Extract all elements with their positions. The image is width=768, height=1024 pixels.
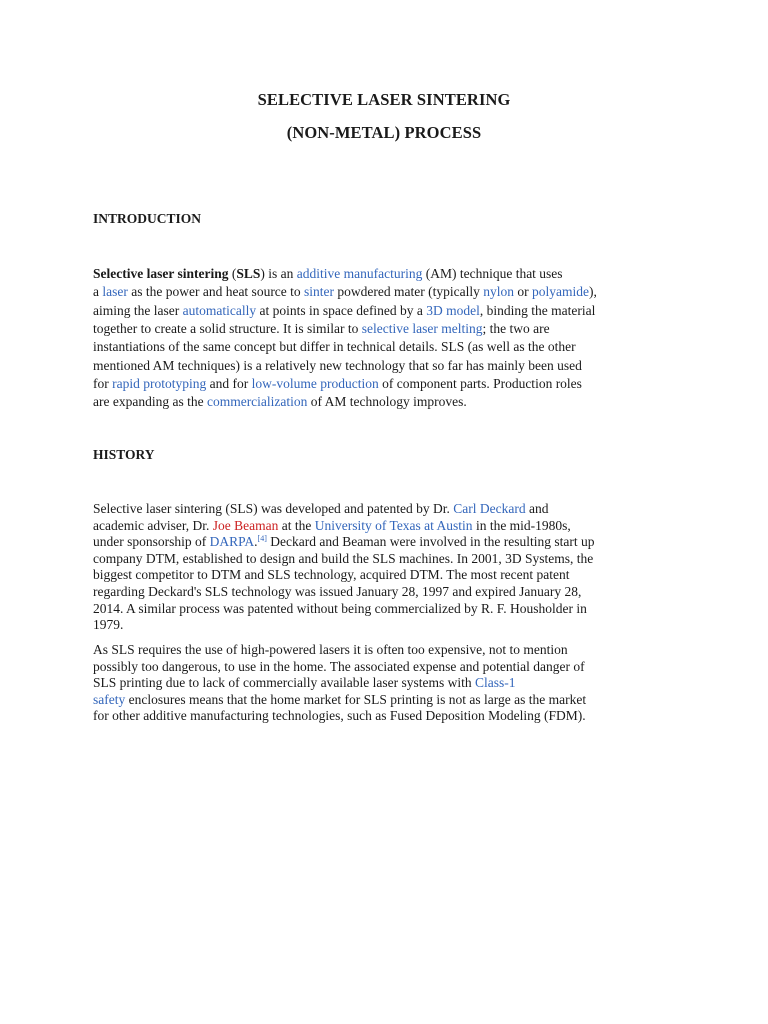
text-run: . — [254, 534, 258, 550]
text-run: at the — [278, 517, 315, 533]
text-run: powdered mater (typically — [334, 284, 484, 300]
text-run: under sponsorship of — [93, 534, 210, 550]
text-run: of AM technology improves. — [307, 394, 467, 410]
text-run: regarding Deckard's SLS technology was issued January 28, 1997 and expired January 28, — [93, 584, 582, 599]
text-run: in the mid-1980s, — [472, 517, 571, 533]
intro-line-7 — [93, 375, 582, 392]
history-heading: HISTORY — [93, 447, 155, 462]
history-p1-line-7 — [93, 600, 587, 617]
text-run: (AM) technique that uses — [422, 266, 563, 281]
text-run: and for — [206, 375, 252, 391]
text-run: for other additive manufacturing technologies, such as Fused Deposition Modeling (FDM). — [93, 708, 586, 724]
text-run: 2014. A similar process was patented without being commercialized by R. F. Housholder in — [93, 600, 587, 616]
missing-article-link[interactable]: Joe Beaman — [212, 517, 279, 533]
wiki-link[interactable]: automatically — [182, 302, 257, 318]
history-p1-line-8 — [93, 616, 123, 633]
history-p1-line-1 — [93, 500, 549, 517]
text-run: As SLS requires the use of high-powered lasers it is often too expensive, not to mention — [93, 642, 568, 657]
wiki-link[interactable]: nylon — [483, 284, 515, 300]
text-run: a — [93, 284, 103, 300]
text-run: and — [525, 501, 549, 516]
text-run: or — [514, 284, 533, 300]
history-p1-line-3 — [93, 533, 595, 550]
history-p2-line-3 — [93, 674, 516, 691]
bold-text: SLS — [236, 266, 261, 281]
wiki-link[interactable]: selective laser melting — [361, 320, 483, 336]
wiki-link[interactable]: laser — [102, 284, 128, 300]
history-p2-line-4 — [93, 691, 586, 708]
wiki-link[interactable]: [4] — [257, 534, 267, 544]
text-run: at points in space defined by a — [256, 302, 427, 318]
wiki-link[interactable]: safety — [93, 691, 126, 707]
bold-text: Selective laser sintering — [93, 266, 229, 281]
text-run: ) is an — [260, 266, 297, 281]
introduction-heading: INTRODUCTION — [93, 211, 202, 226]
history-p1-line-5 — [93, 566, 570, 583]
wiki-link[interactable]: DARPA — [209, 534, 255, 550]
intro-line-4 — [93, 320, 550, 337]
text-run: biggest competitor to DTM and SLS technology, acquired DTM. The most recent patent — [93, 567, 570, 583]
text-run: ( — [228, 266, 237, 281]
title-line-1: SELECTIVE LASER SINTERING — [257, 90, 511, 109]
wiki-link[interactable]: sinter — [304, 284, 335, 300]
text-run: SLS printing due to lack of commercially available laser systems with — [93, 675, 476, 691]
title-line-2: (NON-METAL) PROCESS — [286, 123, 482, 142]
history-p1-line-2 — [93, 517, 571, 534]
text-run: company DTM, established to design and build the SLS machines. In 2001, 3D Systems, the — [93, 550, 594, 566]
text-run: aiming the laser — [93, 302, 183, 318]
wiki-link[interactable]: additive manufacturing — [296, 266, 423, 281]
text-run: for — [93, 375, 113, 391]
wiki-link[interactable]: low-volume production — [251, 375, 379, 391]
text-run: enclosures means that the home market for SLS printing is not as large as the market — [125, 691, 587, 707]
wiki-link[interactable]: polyamide — [532, 284, 590, 300]
history-p2-line-1 — [93, 641, 568, 658]
wiki-link[interactable]: Class-1 — [475, 675, 516, 691]
text-run: are expanding as the — [93, 394, 207, 410]
wiki-link[interactable]: rapid prototyping — [112, 375, 207, 391]
wiki-link[interactable]: Carl Deckard — [453, 501, 526, 516]
text-run: instantiations of the same concept but differ in technical details. SLS (as well as the other — [93, 339, 576, 355]
text-run: ; the two are — [482, 320, 550, 336]
text-run: , binding the material — [479, 302, 596, 318]
history-p1-line-6 — [93, 583, 581, 600]
intro-line-6 — [93, 357, 582, 374]
intro-line-5 — [93, 338, 576, 355]
text-run: Selective laser sintering (SLS) was developed and patented by Dr. — [93, 501, 454, 516]
intro-line-2 — [93, 283, 597, 300]
text-run: of component parts. Production roles — [378, 375, 582, 391]
wiki-link[interactable]: commercialization — [206, 394, 308, 410]
text-run: academic adviser, Dr. — [93, 517, 213, 533]
intro-line-3 — [93, 302, 595, 319]
intro-line-8 — [93, 393, 467, 410]
text-run: possibly too dangerous, to use in the home. The associated expense and potential danger of — [93, 658, 585, 674]
text-run: as the power and heat source to — [127, 284, 305, 300]
text-run: 1979. — [93, 617, 124, 633]
text-run: ), — [589, 284, 597, 300]
wiki-link[interactable]: University of Texas at Austin — [314, 517, 473, 533]
history-p2-line-2 — [93, 658, 585, 675]
history-p1-line-4 — [93, 550, 593, 567]
intro-line-1 — [93, 265, 563, 282]
text-run: Deckard and Beaman were involved in the resulting start up — [266, 534, 595, 550]
wiki-link[interactable]: 3D model — [426, 302, 480, 318]
text-run: mentioned AM techniques) is a relatively new technology that so far has mainly been used — [93, 357, 582, 373]
text-run: together to create a solid structure. It is similar to — [93, 320, 362, 336]
history-p2-line-5 — [93, 707, 586, 724]
